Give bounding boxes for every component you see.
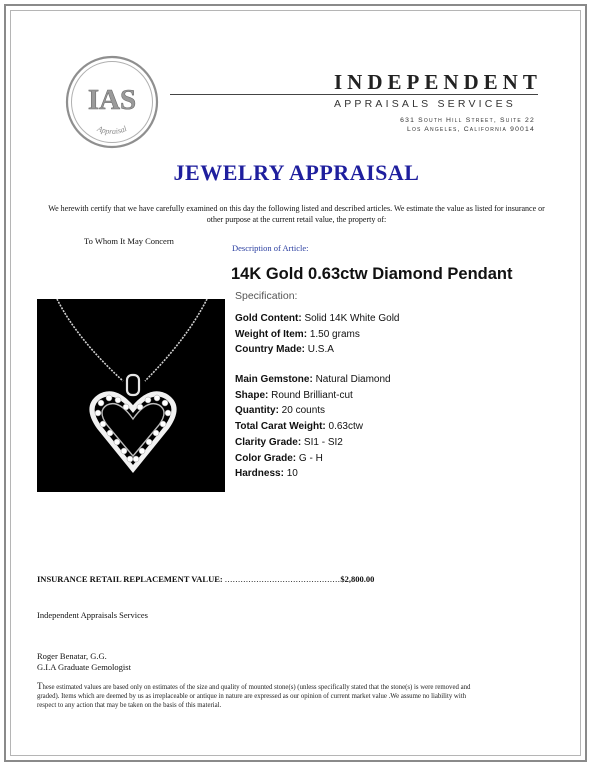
spec-value: Natural Diamond (315, 374, 391, 385)
spec-value: 20 counts (281, 405, 326, 417)
spec-row: Country Made: U.S.A (235, 344, 334, 356)
spec-value: Solid 14K White Gold (304, 313, 400, 324)
disclaimer-initial: T (37, 681, 43, 691)
value-label: INSURANCE RETAIL REPLACEMENT VALUE: (37, 574, 223, 584)
spec-value: Round Brilliant-cut (271, 389, 353, 401)
disclaimer-text: hese estimated values are based only on estimates of the size and quality of mounted stone(s) (unless specifically stated that the stone(s) is were removed and graded). Items which are deemed by us as irreplaceable or antique in nature are expressed as our opinion of current market value .We assume no liability with respect to any action that may be taken on the basis of this material. (37, 684, 471, 710)
spec-label: Color Grade (235, 452, 293, 464)
spec-row: Weight of Item: 1.50 grams (235, 328, 360, 340)
description-label: Description of Article: (232, 243, 309, 253)
appraiser-name: Roger Benatar, G.G. (37, 651, 107, 661)
disclaimer (37, 682, 477, 711)
address-line-2: Los Angeles, California 90014 (406, 126, 535, 133)
spec-row: Main Gemstone: Natural Diamond (235, 374, 391, 385)
spec-label: Clarity Grade (235, 436, 298, 448)
logo-ring-text: Appraisal (95, 123, 129, 137)
document-title: JEWELRY APPRAISAL (173, 160, 420, 185)
metal-specs (235, 311, 400, 358)
spec-label: Main Gemstone (235, 374, 310, 385)
spec-label: Quantity (235, 405, 276, 417)
gemstone-specs (235, 372, 391, 482)
spec-row: Clarity Grade: SI1 - SI2 (235, 436, 343, 448)
spec-value: 10 (286, 468, 298, 480)
ias-logo (64, 54, 160, 150)
company-name: Independent Appraisals Services (37, 610, 148, 620)
spec-row: Hardness: 10 (235, 468, 298, 480)
spec-row: Shape: Round Brilliant-cut (235, 389, 353, 401)
spec-label: Shape (235, 389, 266, 401)
spec-label: Country Made (235, 344, 302, 356)
spec-label: Hardness (235, 468, 281, 480)
spec-value: U.S.A (307, 344, 334, 356)
value-leader: ............................................ (224, 574, 341, 584)
item-title: 14K Gold 0.63ctw Diamond Pendant (231, 265, 513, 283)
specification-label: Specification: (235, 290, 298, 302)
logo-monogram: IAS (87, 84, 137, 116)
spec-value: 0.63ctw (328, 421, 363, 433)
spec-value: SI1 - SI2 (303, 436, 343, 448)
spec-value: 1.50 grams (309, 328, 360, 340)
spec-row: Total Carat Weight: 0.63ctw (235, 421, 363, 433)
pendant-photo (37, 299, 225, 492)
brand-subtitle: APPRAISALS SERVICES (334, 98, 516, 110)
brand-name: INDEPENDENT (334, 70, 542, 94)
spec-row: Quantity: 20 counts (235, 405, 326, 417)
spec-label: Total Carat Weight (235, 421, 323, 433)
spec-label: Gold Content (235, 313, 299, 324)
spec-label: Weight of Item (235, 328, 304, 340)
spec-row: Gold Content: Solid 14K White Gold (235, 313, 400, 324)
value-amount: $2,800.00 (340, 574, 375, 584)
header-divider (170, 94, 538, 95)
appraiser-title: G.I.A Graduate Gemologist (37, 662, 131, 672)
address-line-1: 631 South Hill Street, Suite 22 (400, 117, 535, 124)
replacement-value (37, 574, 374, 584)
spec-row: Color Grade: G - H (235, 452, 323, 464)
certification-text: We herewith certify that we have carefully examined on this day the following listed and described articles. We estimate the value as listed for insurance or other purpose at the current retail value, the property of: (48, 204, 545, 224)
spec-value: G - H (298, 452, 323, 464)
recipient: To Whom It May Concern (84, 236, 174, 246)
